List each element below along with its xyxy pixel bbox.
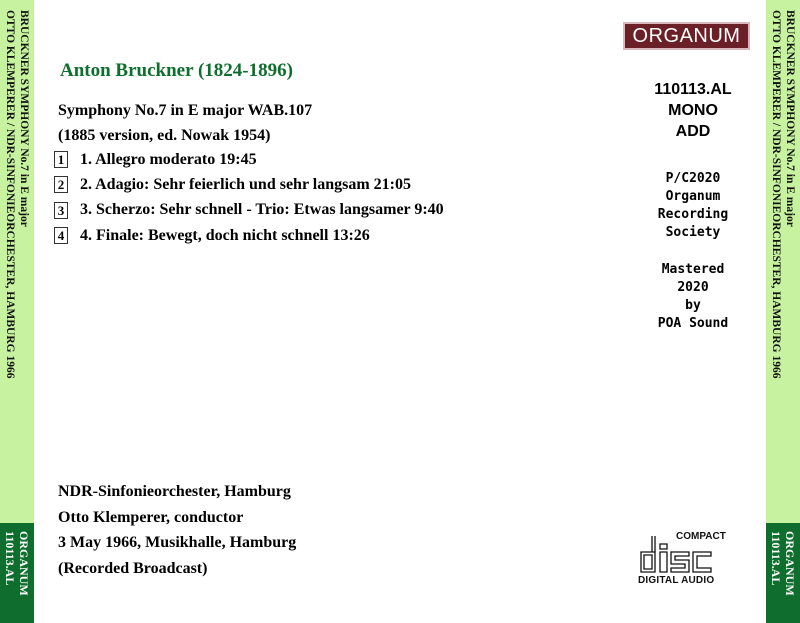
- right-spine-label-line-2: 110113.AL: [769, 531, 783, 586]
- performer-credits: [58, 479, 296, 581]
- recording-note: (Recorded Broadcast): [58, 559, 208, 577]
- track-title: 2. Adagio: Sehr feierlich und sehr langsam 21:05: [80, 175, 411, 193]
- mastering-line: 2020: [677, 280, 709, 295]
- left-spine-line-1: BRUCKNER SYMPHONY No.7 in E major: [18, 10, 30, 227]
- track-item: [54, 198, 444, 223]
- copyright-line: Recording: [657, 207, 729, 222]
- mastering-info: [620, 261, 766, 333]
- work-version: (1885 version, ed. Nowak 1954): [58, 127, 271, 144]
- catalog-info: [620, 79, 766, 142]
- orchestra: NDR-Sinfonieorchester, Hamburg: [58, 483, 291, 500]
- mastering-line: POA Sound: [657, 316, 729, 331]
- add-label: ADD: [675, 123, 711, 140]
- catalog-number: 110113.AL: [654, 81, 732, 98]
- digital-audio-label: DIGITAL AUDIO: [638, 575, 715, 586]
- copyright-line: P/C2020: [665, 171, 721, 186]
- right-spine-line-2: OTTO KLEMPERER / NDR-SINFONIEORCHESTER, HAMBURG 1966: [770, 10, 782, 379]
- conductor: Otto Klemperer, conductor: [58, 508, 244, 526]
- track-number: 2: [54, 176, 68, 193]
- right-spine-text: [766, 10, 800, 510]
- right-spine-line-1: BRUCKNER SYMPHONY No.7 in E major: [784, 10, 796, 227]
- right-spine-label: [766, 523, 800, 623]
- recording-date-venue: 3 May 1966, Musikhalle, Hamburg: [58, 534, 297, 551]
- left-spine: [0, 0, 34, 623]
- copyright-line: Organum: [665, 189, 721, 204]
- right-spine-label-line-1: ORGANUM: [783, 531, 797, 596]
- compact-label: COMPACT: [676, 531, 726, 542]
- track-number: 1: [54, 151, 68, 168]
- track-title: 1. Allegro moderato 19:45: [80, 150, 257, 168]
- track-number: 3: [54, 202, 68, 219]
- left-spine-line-2: OTTO KLEMPERER / NDR-SINFONIEORCHESTER, HAMBURG 1966: [4, 10, 16, 379]
- track-item: [54, 147, 444, 172]
- track-title: 3. Scherzo: Sehr schnell - Trio: Etwas langsamer 9:40: [80, 201, 444, 219]
- left-spine-label-line-1: ORGANUM: [17, 531, 31, 596]
- mastering-line: Mastered: [661, 262, 725, 277]
- mono-label: MONO: [668, 102, 718, 119]
- organum-logo: ORGANUM: [623, 22, 750, 50]
- track-item: [54, 172, 444, 197]
- work-title: Symphony No.7 in E major WAB.107: [58, 102, 313, 119]
- right-spine: [766, 0, 800, 623]
- composer-heading: Anton Bruckner (1824-1896): [60, 60, 293, 81]
- left-spine-label: [0, 523, 34, 623]
- copyright-line: Society: [665, 225, 721, 240]
- compact-disc-logo: [638, 530, 730, 590]
- mastering-line: by: [685, 298, 701, 313]
- left-spine-label-line-2: 110113.AL: [3, 531, 17, 586]
- track-number: 4: [54, 227, 68, 244]
- track-item: [54, 223, 444, 248]
- work-info: [58, 98, 312, 148]
- track-list: [54, 147, 444, 248]
- track-title: 4. Finale: Bewegt, doch nicht schnell 13:26: [80, 226, 370, 244]
- copyright-info: [620, 170, 766, 242]
- left-spine-text: [0, 10, 34, 510]
